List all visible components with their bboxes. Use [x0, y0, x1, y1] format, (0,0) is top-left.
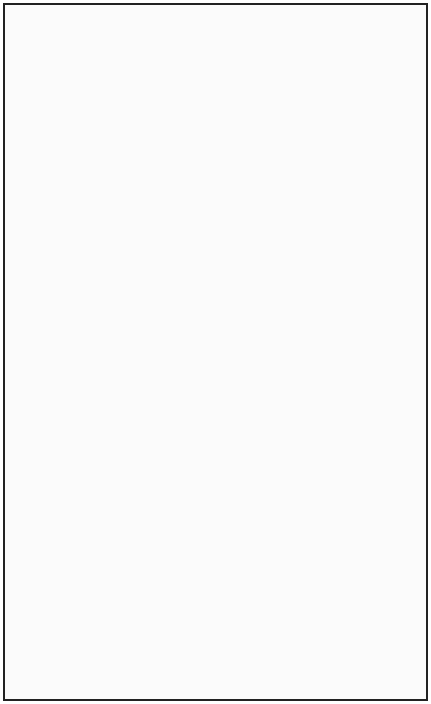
notice-frame — [3, 3, 428, 701]
notice-body-text — [17, 15, 416, 639]
